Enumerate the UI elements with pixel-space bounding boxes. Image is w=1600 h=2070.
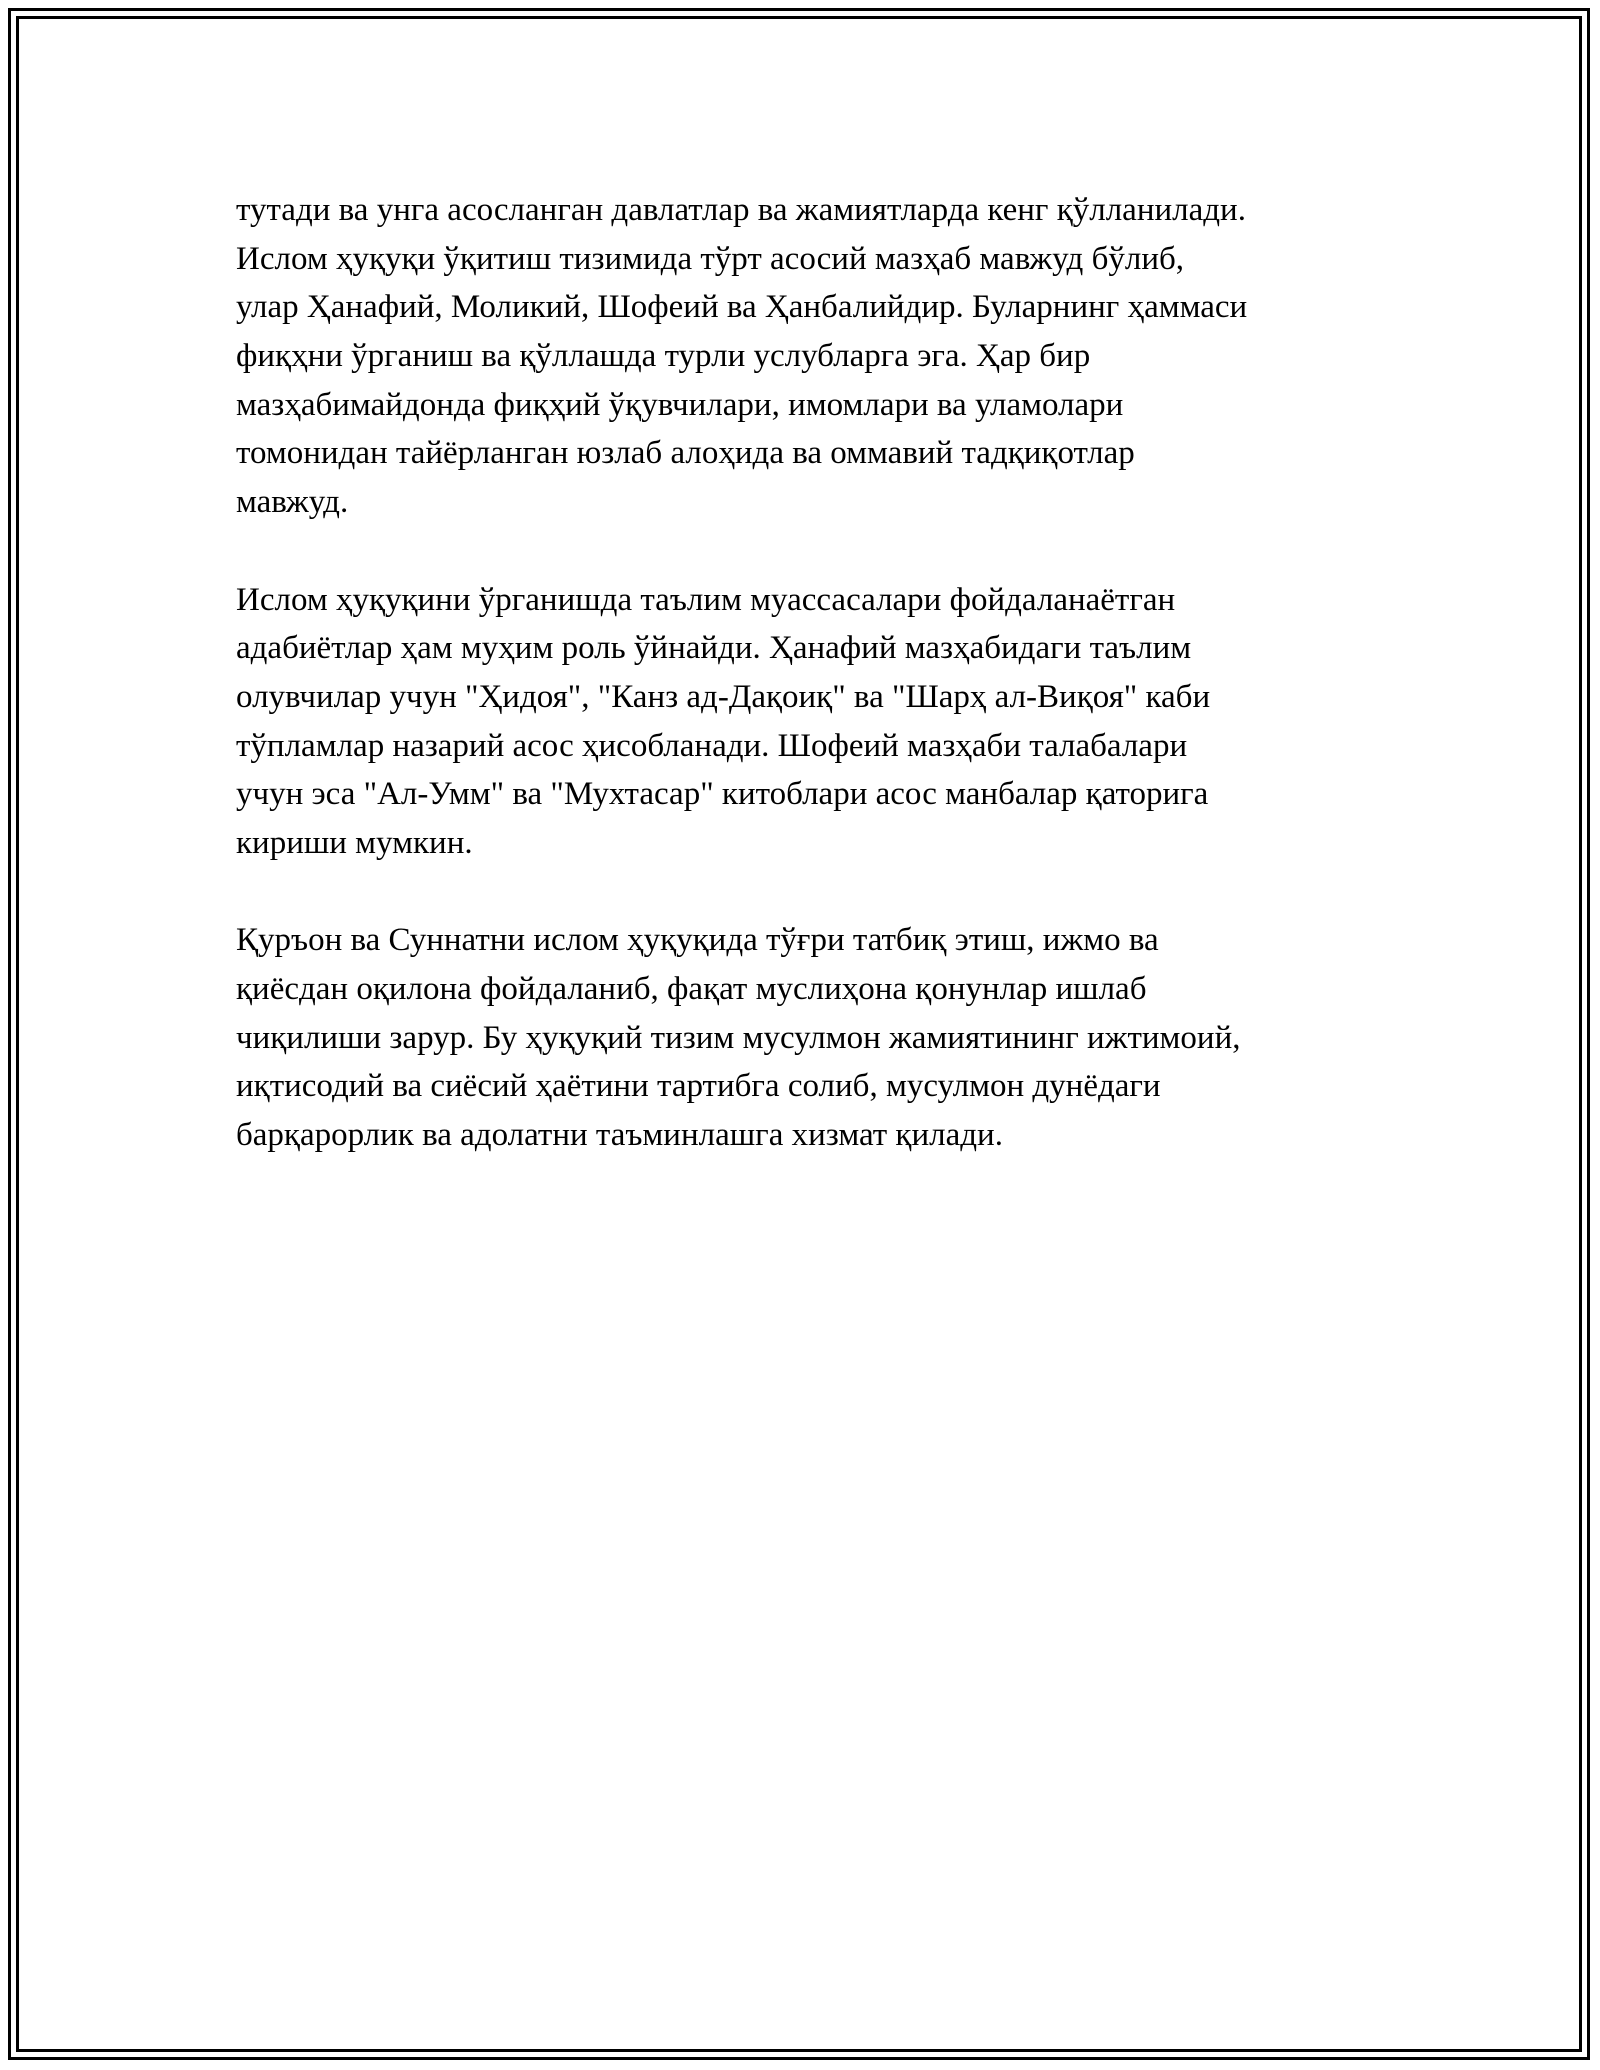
text-line: улар Ҳанафий, Моликий, Шофеий ва Ҳанбалийдир. Буларнинг ҳаммаси xyxy=(236,289,1248,326)
paragraph-3 xyxy=(236,916,1396,1159)
text-line: мавжуд. xyxy=(236,484,349,521)
text-line: иқтисодий ва сиёсий ҳаётини тартибга солиб, мусулмон дунёдаги xyxy=(236,1068,1161,1105)
text-line: адабиётлар ҳам муҳим роль ўйнайди. Ҳанафий мазҳабидаги таълим xyxy=(236,630,1192,667)
text-line: Қуръон ва Суннатни ислом ҳуқуқида тўғри татбиқ этиш, ижмо ва xyxy=(236,922,1159,959)
paragraph-2 xyxy=(236,576,1396,868)
text-line: олувчилар учун "Ҳидоя", "Канз ад-Дақоиқ" ва "Шарҳ ал-Виқоя" каби xyxy=(236,678,1211,715)
text-line: Ислом ҳуқуқи ўқитиш тизимида тўрт асосий мазҳаб мавжуд бўлиб, xyxy=(236,240,1185,277)
text-line: тўпламлар назарий асос ҳисобланади. Шофеий мазҳаби талабалари xyxy=(236,727,1188,764)
text-line: фиқҳни ўрганиш ва қўллашда турли услубларга эга. Ҳар бир xyxy=(236,338,1091,375)
text-line: томонидан тайёрланган юзлаб алоҳида ва оммавий тадқиқотлар xyxy=(236,435,1135,472)
paragraph-1 xyxy=(236,186,1396,527)
text-line: кириши мумкин. xyxy=(236,824,473,861)
text-line: тутади ва унга асосланган давлатлар ва жамиятларда кенг қўлланилади. xyxy=(236,192,1246,228)
text-line: барқарорлик ва адолатни таъминлашга хизмат қилади. xyxy=(236,1117,1003,1154)
text-line: учун эса "Ал-Умм" ва "Мухтасар" китоблари асос манбалар қаторига xyxy=(236,776,1209,813)
text-line: қиёсдан оқилона фойдаланиб, фақат муслиҳона қонунлар ишлаб xyxy=(236,971,1147,1007)
paragraph-spacer xyxy=(236,527,1396,576)
text-line: мазҳабимайдонда фиқҳий ўқувчилари, имомлари ва уламолари xyxy=(236,386,1124,423)
text-line: чиқилиши зарур. Бу ҳуқуқий тизим мусулмон жамиятининг ижтимоий, xyxy=(236,1019,1241,1056)
text-line: Ислом ҳуқуқини ўрганишда таълим муассасалари фойдаланаётган xyxy=(236,581,1176,618)
document-body xyxy=(236,186,1396,1160)
paragraph-spacer xyxy=(236,868,1396,917)
